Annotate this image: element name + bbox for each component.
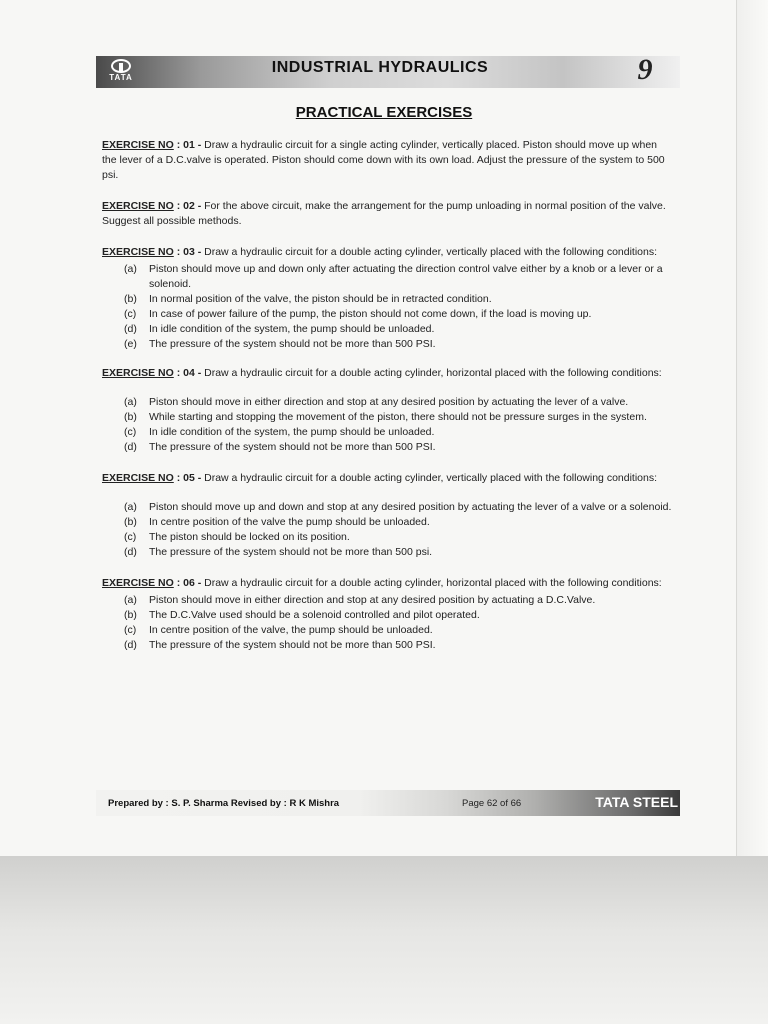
header-title: INDUSTRIAL HYDRAULICS: [271, 59, 489, 76]
emblem-logo: 9: [637, 53, 653, 86]
scanner-background: [0, 856, 768, 1024]
condition-item: [124, 262, 672, 292]
condition-letter: (b): [124, 293, 137, 305]
exercise-number: : 03 -: [173, 246, 205, 258]
condition-item: [124, 545, 672, 560]
condition-item: [124, 500, 672, 515]
exercise-text: Draw a hydraulic circuit for a double acting cylinder, vertically placed with the following conditions:: [204, 246, 658, 258]
tata-steel-logo: TATA STEEL: [595, 794, 678, 810]
condition-item: [124, 292, 672, 307]
exercise-2: [102, 199, 672, 229]
condition-item: [124, 322, 672, 337]
condition-item: [124, 530, 672, 545]
exercise-1: [102, 138, 672, 183]
condition-item: [124, 337, 672, 352]
condition-item: [124, 623, 672, 638]
condition-item: [124, 307, 672, 322]
condition-text: In centre position of the valve the pump should be unloaded.: [149, 516, 430, 528]
condition-letter: (d): [124, 546, 137, 558]
exercise-label: EXERCISE NO: [102, 139, 174, 151]
condition-text: In normal position of the valve, the piston should be in retracted condition.: [149, 293, 492, 305]
condition-letter: (e): [124, 338, 137, 350]
condition-letter: (d): [124, 323, 137, 335]
condition-text: Piston should move up and down only after actuating the direction control valve either by a knob or a lever or a solenoid.: [149, 263, 663, 290]
condition-text: In idle condition of the system, the pump should be unloaded.: [149, 323, 435, 335]
condition-text: Piston should move up and down and stop at any desired position by actuating the lever of a valve or a solenoid.: [149, 501, 672, 513]
exercise-number: : 06 -: [173, 577, 205, 589]
condition-item: [124, 410, 672, 425]
exercise-number: : 02 -: [173, 200, 205, 212]
exercise-text: Draw a hydraulic circuit for a double acting cylinder, horizontal placed with the following conditions:: [204, 367, 662, 379]
condition-text: Piston should move in either direction and stop at any desired position by actuating a D.C.Valve.: [149, 594, 596, 606]
condition-letter: (c): [124, 426, 137, 438]
exercise-label: EXERCISE NO: [102, 246, 174, 258]
exercise-text: Draw a hydraulic circuit for a single acting cylinder, vertically placed. Piston should move up when the lever of a D.C.valve is operated. Piston should come down with its own load. Adjust the pressure of the system to 500 psi.: [102, 139, 665, 181]
exercise-text: Draw a hydraulic circuit for a double acting cylinder, horizontal placed with the following conditions:: [204, 577, 662, 589]
condition-item: [124, 593, 672, 608]
condition-item: [124, 440, 672, 455]
tata-logo: [100, 57, 142, 87]
condition-letter: (b): [124, 516, 137, 528]
exercise-text: For the above circuit, make the arrangement for the pump unloading in normal position of the valve. Suggest all possible methods.: [102, 200, 666, 227]
condition-text: The pressure of the system should not be more than 500 PSI.: [149, 639, 436, 651]
condition-letter: (a): [124, 501, 137, 513]
condition-letter: (d): [124, 441, 137, 453]
page-number: Page 62 of 66: [462, 798, 522, 809]
condition-text: In centre position of the valve, the pump should be unloaded.: [149, 624, 433, 636]
exercise-number: : 05 -: [173, 472, 205, 484]
condition-text: While starting and stopping the movement of the piston, there should not be pressure surges in the system.: [149, 411, 647, 423]
exercise-6: [102, 576, 672, 653]
exercise-content: [102, 138, 672, 653]
exercise-label: EXERCISE NO: [102, 472, 174, 484]
tata-logo-icon: [111, 59, 131, 73]
condition-text: The pressure of the system should not be more than 500 PSI.: [149, 338, 436, 350]
condition-letter: (a): [124, 263, 137, 275]
page-title: PRACTICAL EXERCISES: [295, 104, 473, 121]
exercise-number: : 04 -: [173, 367, 205, 379]
condition-text: The piston should be locked on its position.: [149, 531, 350, 543]
tata-logo-text: TATA: [109, 73, 133, 82]
condition-letter: (c): [124, 531, 137, 543]
exercise-label: EXERCISE NO: [102, 367, 174, 379]
condition-list: [102, 262, 672, 352]
condition-letter: (c): [124, 624, 137, 636]
exercise-3: [102, 245, 672, 352]
condition-letter: (b): [124, 609, 137, 621]
condition-letter: (d): [124, 639, 137, 651]
exercise-label: EXERCISE NO: [102, 577, 174, 589]
condition-item: [124, 638, 672, 653]
condition-item: [124, 608, 672, 623]
condition-letter: (a): [124, 594, 137, 606]
condition-list: [102, 593, 672, 653]
condition-list: [102, 395, 672, 455]
condition-text: In case of power failure of the pump, the piston should not come down, if the load is moving up.: [149, 308, 592, 320]
footer-credits: Prepared by : S. P. Sharma Revised by : R K Mishra: [108, 798, 340, 809]
condition-item: [124, 425, 672, 440]
condition-item: [124, 515, 672, 530]
exercise-4: [102, 366, 672, 455]
exercise-text: Draw a hydraulic circuit for a double acting cylinder, vertically placed with the following conditions:: [204, 472, 658, 484]
condition-text: The pressure of the system should not be more than 500 psi.: [149, 546, 433, 558]
exercise-label: EXERCISE NO: [102, 200, 174, 212]
condition-list: [102, 500, 672, 560]
condition-letter: (a): [124, 396, 137, 408]
exercise-number: : 01 -: [173, 139, 205, 151]
next-page-edge: [736, 0, 768, 856]
condition-letter: (b): [124, 411, 137, 423]
condition-text: The D.C.Valve used should be a solenoid controlled and pilot operated.: [149, 609, 480, 621]
condition-text: Piston should move in either direction and stop at any desired position by actuating the lever of a valve.: [149, 396, 629, 408]
condition-text: In idle condition of the system, the pump should be unloaded.: [149, 426, 435, 438]
condition-text: The pressure of the system should not be more than 500 PSI.: [149, 441, 436, 453]
exercise-5: [102, 471, 672, 560]
condition-letter: (c): [124, 308, 137, 320]
condition-item: [124, 395, 672, 410]
